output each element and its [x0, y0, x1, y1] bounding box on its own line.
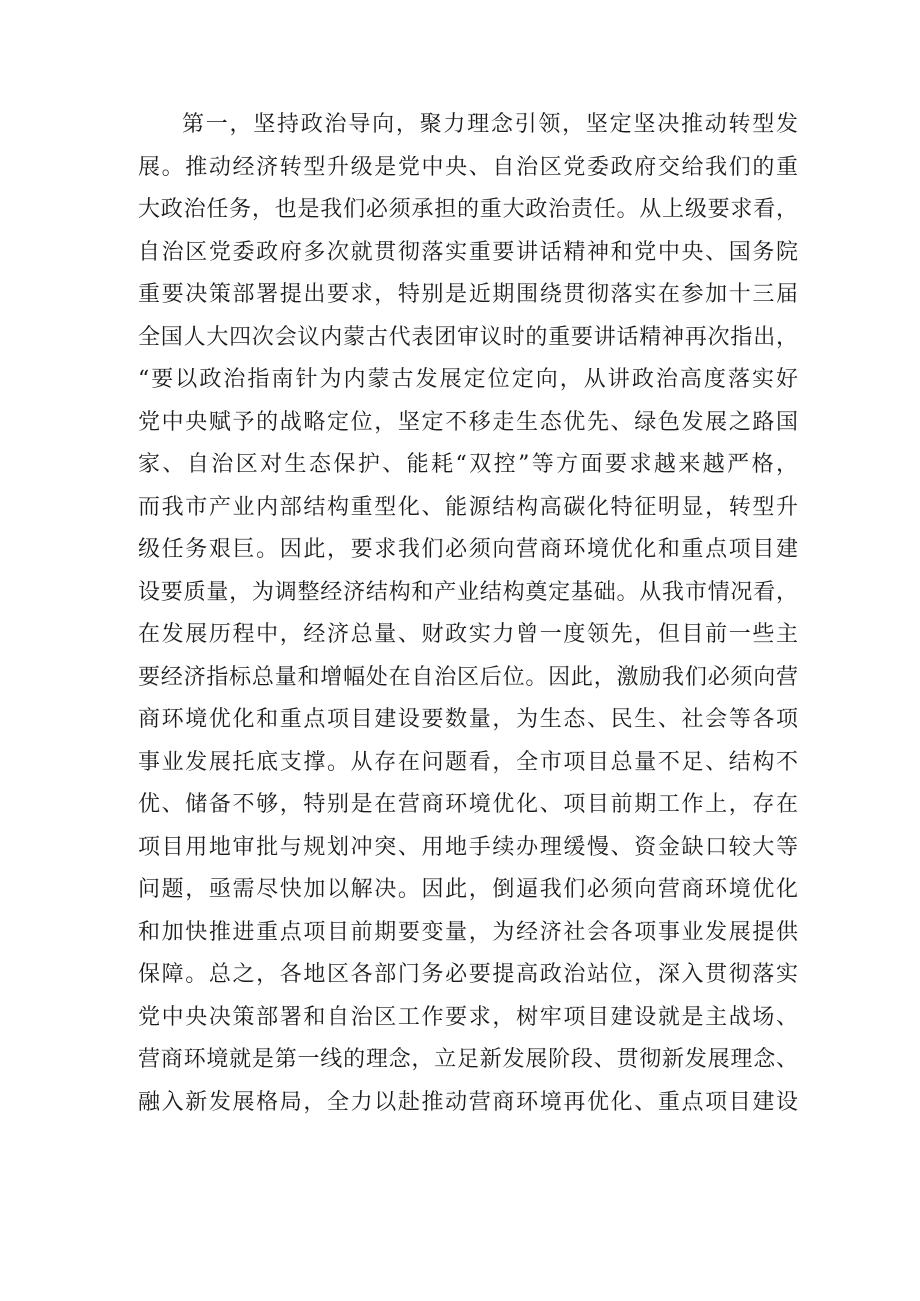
paragraph-line: 家、自治区对生态保护、能耗“双控”等方面要求越来越严格， — [138, 452, 798, 477]
paragraph-line: 第一，坚持政治导向，聚力理念引领，坚定坚决推动转型发 — [182, 112, 798, 137]
paragraph-line: 和加快推进重点项目前期要变量，为经济社会各项事业发展提供 — [138, 919, 798, 945]
paragraph-line: 设要质量，为调整经济结构和产业结构奠定基础。从我市情况看， — [138, 579, 798, 605]
paragraph-line: 而我市产业内部结构重型化、能源结构高碳化特征明显，转型升 — [138, 494, 798, 520]
paragraph-line: 优、储备不够，特别是在营商环境优化、项目前期工作上，存在 — [138, 792, 798, 817]
paragraph-line: 项目用地审批与规划冲突、用地手续办理缓慢、资金缺口较大等 — [138, 834, 798, 860]
body-paragraph — [138, 104, 798, 1124]
paragraph-line: 保障。总之，各地区各部门务必要提高政治站位，深入贯彻落实 — [138, 962, 798, 987]
paragraph-line: 要经济指标总量和增幅处在自治区后位。因此，激励我们必须向营 — [138, 664, 798, 690]
paragraph-line: 问题，亟需尽快加以解决。因此，倒逼我们必须向营商环境优化 — [138, 877, 798, 902]
paragraph-line: 事业发展托底支撑。从存在问题看，全市项目总量不足、结构不 — [138, 749, 798, 775]
paragraph-line: 重要决策部署提出要求，特别是近期围绕贯彻落实在参加十三届 — [138, 282, 798, 307]
paragraph-line: 党中央决策部署和自治区工作要求，树牢项目建设就是主战场、 — [138, 1004, 798, 1030]
paragraph-line: 在发展历程中，经济总量、财政实力曾一度领先，但目前一些主 — [138, 622, 798, 647]
paragraph-line: “要以政治指南针为内蒙古发展定位定向，从讲政治高度落实好 — [138, 367, 798, 392]
paragraph-line: 大政治任务，也是我们必须承担的重大政治责任。从上级要求看， — [138, 197, 798, 222]
paragraph-line: 自治区党委政府多次就贯彻落实重要讲话精神和党中央、国务院 — [138, 239, 798, 265]
paragraph-line: 党中央赋予的战略定位，坚定不移走生态优先、绿色发展之路国 — [138, 409, 798, 435]
paragraph-line: 融入新发展格局，全力以赴推动营商环境再优化、重点项目建设 — [138, 1089, 798, 1115]
paragraph-line: 展。推动经济转型升级是党中央、自治区党委政府交给我们的重 — [138, 154, 798, 180]
paragraph-line: 全国人大四次会议内蒙古代表团审议时的重要讲话精神再次指出， — [138, 324, 798, 350]
paragraph-line: 级任务艰巨。因此，要求我们必须向营商环境优化和重点项目建 — [138, 537, 798, 562]
paragraph-line: 商环境优化和重点项目建设要数量，为生态、民生、社会等各项 — [138, 707, 798, 732]
paragraph-line: 营商环境就是第一线的理念，立足新发展阶段、贯彻新发展理念、 — [138, 1047, 798, 1072]
